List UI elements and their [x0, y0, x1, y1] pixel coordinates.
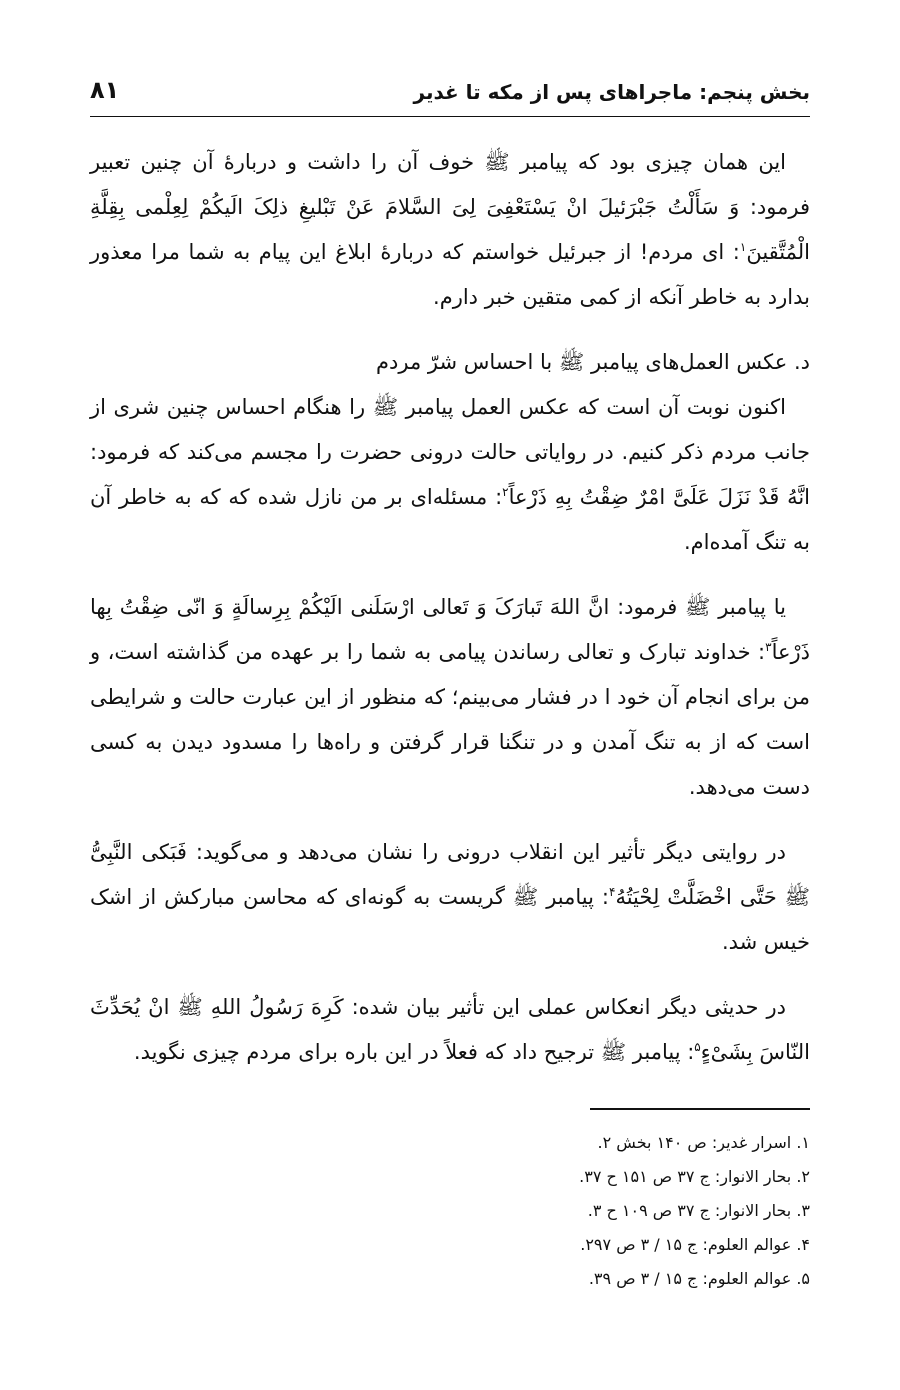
footnotes	[90, 1126, 810, 1296]
footnote-ref-1[interactable]: ۱	[739, 240, 747, 254]
footnote-divider	[590, 1108, 810, 1110]
section-heading: د. عکس العمل‌های پیامبر ﷺ با احساس شرّ مردم	[376, 350, 810, 374]
running-title: بخش پنجم: ماجراهای پس از مکه تا غدیر	[413, 80, 810, 104]
page-number: ۸۱	[90, 76, 120, 104]
page-header	[90, 70, 810, 117]
footnote-ref-5[interactable]: ۵	[694, 1040, 701, 1054]
main-text	[90, 140, 810, 1075]
footnote-3: ۳. بحار الانوار: ج ۳۷ ص ۱۰۹ ح ۳.	[587, 1201, 810, 1220]
footnote-4: ۴. عوالم العلوم: ج ۱۵ / ۳ ص ۲۹۷.	[580, 1235, 810, 1254]
arabic-quote-1: وَ سَأَلْتُ جَبْرَئیلَ انْ یَسْتَعْفِیَ لِیَ السَّلامَ عَنْ تَبْلیغِ ذلِکَ الَیکُمْ لِعِلْمی بِقِلَّةِ الْمُتَّقینَ	[90, 195, 810, 264]
paragraph-2	[90, 385, 810, 565]
paragraph-4-translation: : پیامبر ﷺ گریست به گونه‌ای که محاسن مبارکش از اشک خیس شد.	[90, 885, 810, 954]
footnote-ref-3[interactable]: ۳	[765, 640, 772, 654]
paragraph-2-text: اکنون نوبت آن است که عکس العمل پیامبر ﷺ را هنگام احساس چنین شری از جانب مردم ذکر کنیم. در روایاتی حالت درونی حضرت را مجسم می‌کند که فرمود:	[90, 395, 810, 464]
arabic-quote-3: انَّ اللهَ تَبارَکَ وَ تَعالی ارْسَلَنی الَیْکُمْ بِرِسالَةٍ وَ انّی ضِقْتُ بِها ذَرْعاً	[90, 595, 810, 664]
footnote-1: ۱. اسرار غدیر: ص ۱۴۰ بخش ۲.	[597, 1133, 810, 1152]
paragraph-1	[90, 140, 810, 320]
arabic-quote-2: انَّهُ قَدْ نَزَلَ عَلَیَّ امْرٌ ضِقْتُ بِهِ ذَرْعاً	[508, 485, 811, 509]
footnote-5: ۵. عوالم العلوم: ج ۱۵ / ۳ ص ۳۹.	[588, 1269, 810, 1288]
footnote-ref-2[interactable]: ۲	[502, 485, 509, 499]
footnote-ref-4[interactable]: ۴	[609, 885, 616, 899]
paragraph-5-translation: : پیامبر ﷺ ترجیح داد که فعلاً در این باره برای مردم چیزی نگوید.	[133, 1040, 695, 1064]
paragraph-3	[90, 585, 810, 810]
paragraph-1-translation: : ای مردم! از جبرئیل خواستم که دربارهٔ ابلاغ این پیام به شما مرا معذور بدارد به خاطر آنکه از کمی متقین خبر دارم.	[90, 240, 810, 309]
paragraph-3-text: یا پیامبر ﷺ فرمود:	[609, 595, 786, 619]
arabic-quote-5: کَرِهَ رَسُولُ اللهِ ﷺ انْ یُحَدِّثَ النّاسَ بِشَیْءٍ	[90, 995, 810, 1064]
paragraph-5	[90, 985, 810, 1075]
arabic-quote-4: فَبَکی النَّبِیُّ ﷺ حَتَّی اخْضَلَّتْ لِحْیَتُهُ	[90, 840, 810, 909]
paragraph-1-text: این همان چیزی بود که پیامبر ﷺ خوف آن را داشت و دربارهٔ آن چنین تعبیر فرمود:	[90, 150, 810, 219]
paragraph-5-text: در حدیثی دیگر انعکاس عملی این تأثیر بیان شده:	[343, 995, 786, 1019]
paragraph-4-text: در روایتی دیگر تأثیر این انقلاب درونی را نشان می‌دهد و می‌گوید:	[186, 840, 787, 864]
paragraph-4	[90, 830, 810, 965]
footnote-2: ۲. بحار الانوار: ج ۳۷ ص ۱۵۱ ح ۳۷.	[579, 1167, 810, 1186]
paragraph-2-translation: : مسئله‌ای بر من نازل شده که که به خاطر آن به تنگ آمده‌ام.	[90, 485, 810, 554]
paragraph-3-translation: : خداوند تبارک و تعالی رساندن پیامی به شما را بر عهده من گذاشته است، و من برای انجام آن خود ا در فشار می‌بینم؛ که منظور از این عبارت حالت و شرایطی است که از به تنگ آمدن و در تنگنا قرار گرفتن و راه‌ها را مسدود دیدن به کسی دست می‌دهد.	[90, 640, 810, 799]
